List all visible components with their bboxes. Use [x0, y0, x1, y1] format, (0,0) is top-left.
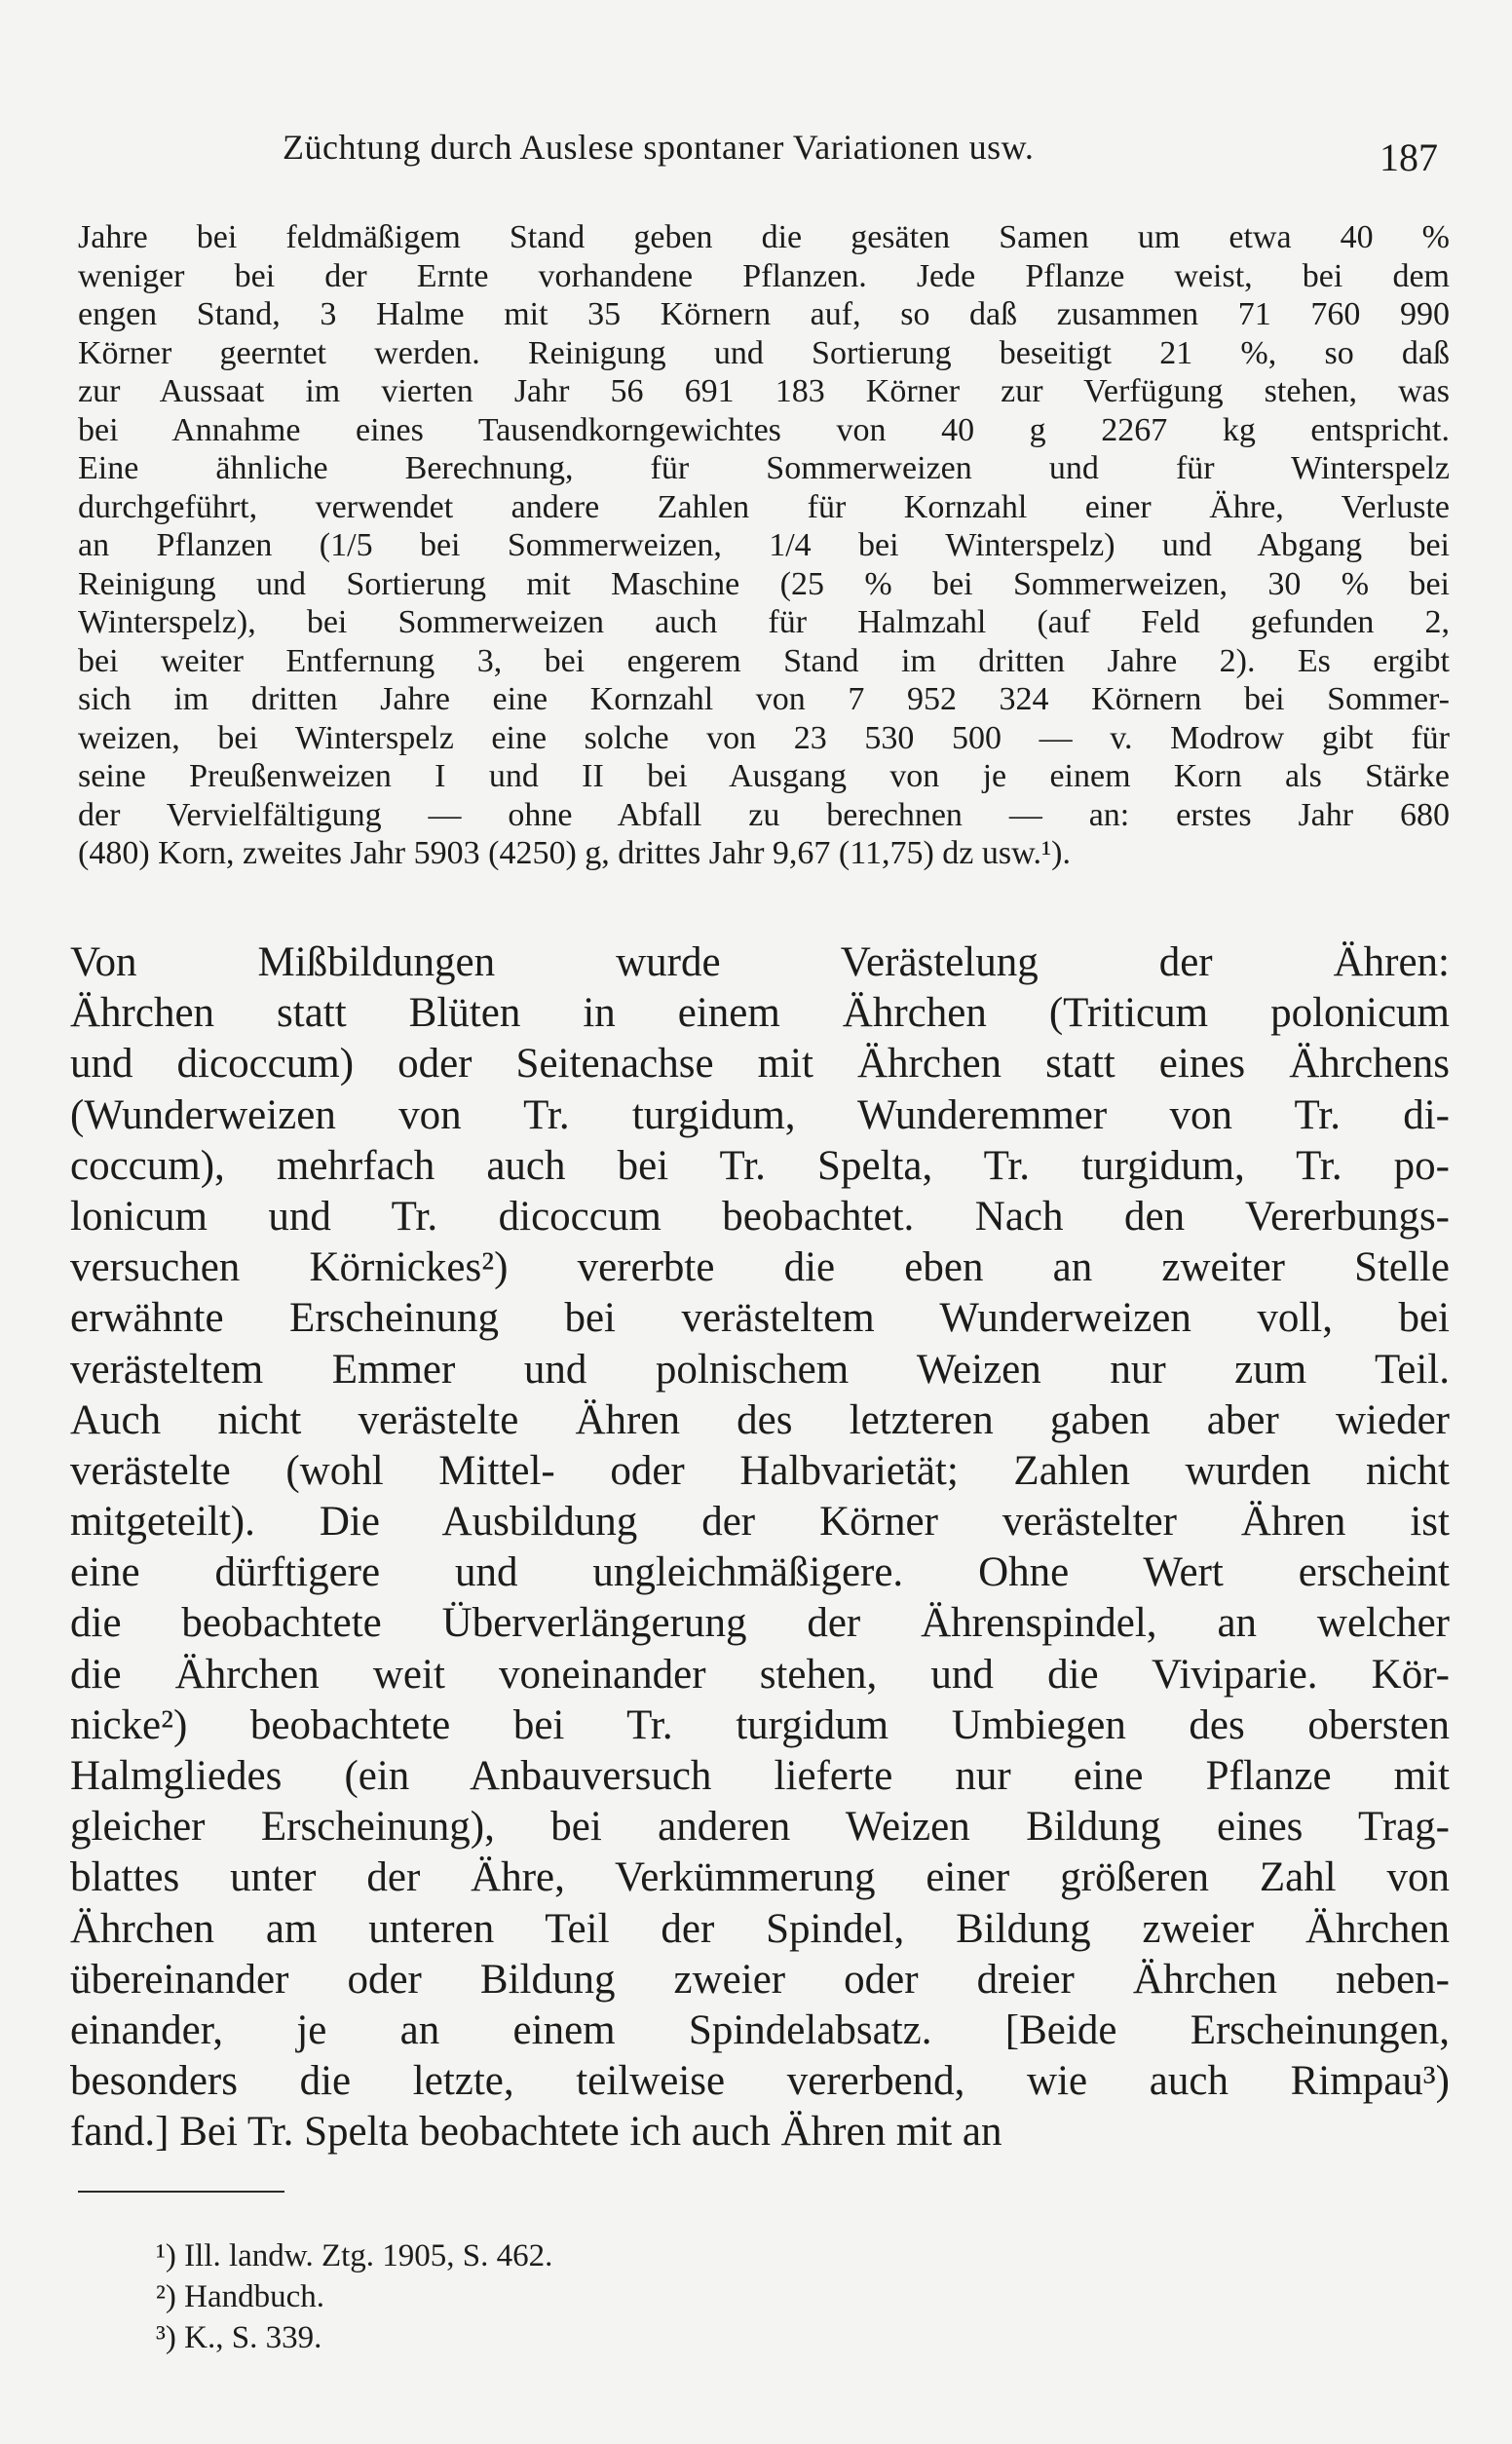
text-line: engen Stand, 3 Halme mit 35 Körnern auf, so daß zusammen 71 760 990: [78, 296, 1450, 332]
running-head: Züchtung durch Auslese spontaner Variationen usw.: [283, 128, 1035, 167]
text-line: seine Preußenweizen I und II bei Ausgang von je einem Korn als Stärke: [78, 758, 1450, 794]
text-line: versuchen Körnickes²) vererbte die eben an zweiter Stelle: [70, 1244, 1450, 1291]
footnotes: [156, 2235, 1033, 2358]
text-line: Ährchen statt Blüten in einem Ährchen (Triticum polonicum: [70, 990, 1450, 1037]
text-line: Halmgliedes (ein Anbauversuch lieferte nur eine Pflanze mit: [70, 1753, 1450, 1799]
page-header: [0, 127, 1512, 179]
text-line: Jahre bei feldmäßigem Stand geben die gesäten Samen um etwa 40 %: [78, 219, 1450, 255]
text-line: an Pflanzen (1/5 bei Sommerweizen, 1/4 bei Winterspelz) und Abgang bei: [78, 527, 1450, 563]
text-line: coccum), mehrfach auch bei Tr. Spelta, Tr. turgidum, Tr. po-: [70, 1142, 1450, 1189]
text-line: bei Annahme eines Tausendkorngewichtes von 40 g 2267 kg entspricht.: [78, 411, 1450, 448]
footnote-divider: [78, 2191, 284, 2193]
text-line: zur Aussaat im vierten Jahr 56 691 183 Körner zur Verfügung stehen, was: [78, 373, 1450, 409]
text-line: weizen, bei Winterspelz eine solche von 23 530 500 — v. Modrow gibt für: [78, 719, 1450, 756]
text-line: erwähnte Erscheinung bei verästeltem Wunderweizen voll, bei: [70, 1295, 1450, 1342]
text-line: Reinigung und Sortierung mit Maschine (25 % bei Sommerweizen, 30 % bei: [78, 565, 1450, 602]
main-paragraph: [70, 937, 1450, 2158]
text-line: weniger bei der Ernte vorhandene Pflanzen. Jede Pflanze weist, bei dem: [78, 257, 1450, 294]
text-line: die beobachtete Überverlängerung der Ährenspindel, an welcher: [70, 1600, 1450, 1647]
text-line: bei weiter Entfernung 3, bei engerem Stand im dritten Jahre 2). Es ergibt: [78, 642, 1450, 679]
text-line: verästeltem Emmer und polnischem Weizen nur zum Teil.: [70, 1346, 1450, 1393]
text-line: Ährchen am unteren Teil der Spindel, Bildung zweier Ährchen: [70, 1905, 1450, 1952]
text-line: nicke²) beobachtete bei Tr. turgidum Umbiegen des obersten: [70, 1701, 1450, 1748]
text-line: mitgeteilt). Die Ausbildung der Körner verästelter Ähren ist: [70, 1499, 1450, 1546]
text-line: Auch nicht verästelte Ähren des letzteren gaben aber wieder: [70, 1396, 1450, 1443]
text-line: (Wunderweizen von Tr. turgidum, Wunderemmer von Tr. di-: [70, 1091, 1450, 1138]
footnote: ³) K., S. 339.: [156, 2320, 322, 2355]
text-line: sich im dritten Jahre eine Kornzahl von 7 952 324 Körnern bei Sommer-: [78, 681, 1450, 717]
text-line: blattes unter der Ähre, Verkümmerung einer größeren Zahl von: [70, 1854, 1450, 1901]
text-line: eine dürftigere und ungleichmäßigere. Ohne Wert erscheint: [70, 1549, 1450, 1596]
text-line: besonders die letzte, teilweise vererbend, wie auch Rimpau³): [70, 2058, 1450, 2105]
text-line: durchgeführt, verwendet andere Zahlen für Kornzahl einer Ähre, Verluste: [78, 488, 1450, 525]
text-line: Körner geerntet werden. Reinigung und Sortierung beseitigt 21 %, so daß: [78, 334, 1450, 371]
text-line: der Vervielfältigung — ohne Abfall zu berechnen — an: erstes Jahr 680: [78, 796, 1450, 833]
text-line: (480) Korn, zweites Jahr 5903 (4250) g, drittes Jahr 9,67 (11,75) dz usw.¹).: [78, 835, 1071, 871]
text-line: die Ährchen weit voneinander stehen, und die Viviparie. Kör-: [70, 1651, 1450, 1698]
text-line: fand.] Bei Tr. Spelta beobachtete ich auch Ähren mit an: [70, 2109, 1002, 2156]
footnote: ²) Handbuch.: [156, 2279, 325, 2314]
text-line: Winterspelz), bei Sommerweizen auch für Halmzahl (auf Feld gefunden 2,: [78, 604, 1450, 640]
text-line: übereinander oder Bildung zweier oder dreier Ährchen neben-: [70, 1956, 1450, 2003]
text-line: lonicum und Tr. dicoccum beobachtet. Nach den Vererbungs-: [70, 1193, 1450, 1240]
page-number: 187: [1380, 135, 1438, 179]
text-line: einander, je an einem Spindelabsatz. [Beide Erscheinungen,: [70, 2006, 1450, 2053]
text-line: verästelte (wohl Mittel- oder Halbvarietät; Zahlen wurden nicht: [70, 1447, 1450, 1494]
text-line: Eine ähnliche Berechnung, für Sommerweizen und für Winterspelz: [78, 450, 1450, 486]
text-line: und dicoccum) oder Seitenachse mit Ährchen statt eines Ährchens: [70, 1041, 1450, 1088]
text-line: Von Mißbildungen wurde Verästelung der Ähren:: [70, 939, 1450, 985]
small-print-paragraph: [78, 218, 1450, 873]
text-line: gleicher Erscheinung), bei anderen Weizen Bildung eines Trag-: [70, 1804, 1450, 1851]
footnote: ¹) Ill. landw. Ztg. 1905, S. 462.: [156, 2238, 553, 2273]
